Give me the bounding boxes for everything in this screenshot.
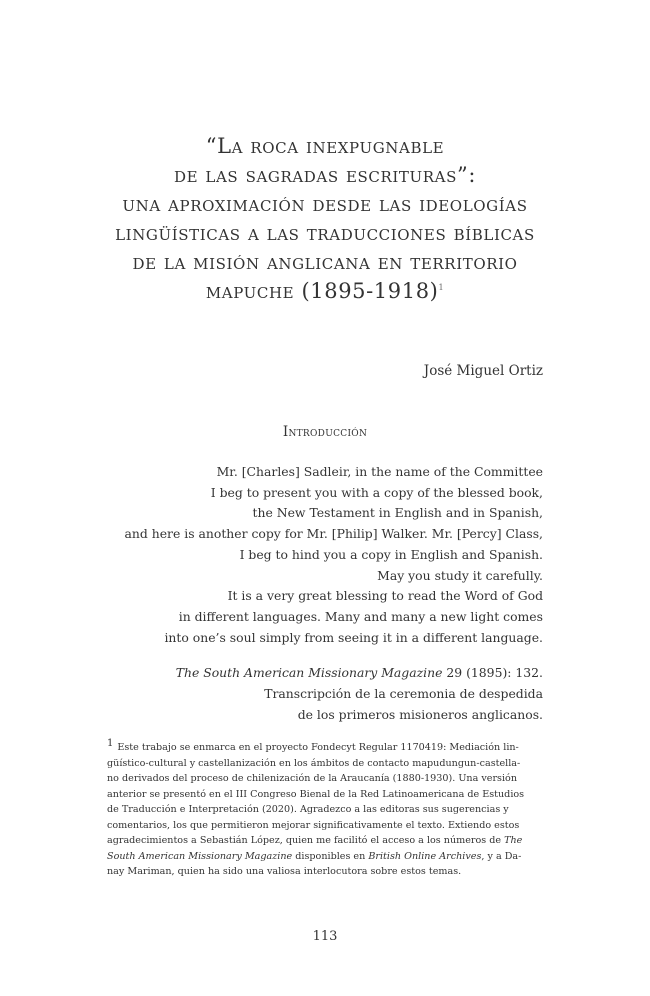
epigraph-line: and here is another copy for Mr. [Philip] Walker. Mr. [Percy] Class, bbox=[124, 526, 543, 542]
journal-title: The South American Missionary Magazine bbox=[175, 665, 443, 680]
footnote-text: disponibles en bbox=[292, 850, 369, 862]
epigraph-source bbox=[123, 662, 543, 725]
footnote-italic: South American Missionary Magazine bbox=[107, 850, 293, 862]
footnote-line: de Traducción e Interpretación (2020). Agradezco a las editoras sus sugerencias y bbox=[107, 804, 509, 815]
title-line: de las sagradas escrituras”: bbox=[173, 163, 476, 187]
title-line: “La roca inexpugnable bbox=[205, 134, 445, 158]
epigraph bbox=[123, 462, 543, 648]
footnote-line: güístico-cultural y castellanización en los ámbitos de contacto mapudungun-castella- bbox=[107, 757, 521, 769]
footnote-line: nay Mariman, quien ha sido una valiosa interlocutora sobre estos temas. bbox=[107, 866, 462, 877]
footnote-number: 1 bbox=[107, 737, 114, 749]
title-line bbox=[60, 277, 590, 306]
title-line-text: mapuche (1895-1918) bbox=[205, 279, 439, 303]
epigraph-line: May you study it carefully. bbox=[377, 567, 543, 583]
title-line: una aproximación desde las ideologías bbox=[122, 192, 528, 216]
footnote-reference[interactable]: 1 bbox=[438, 283, 445, 292]
epigraph-line: the New Testament in English and in Spanish, bbox=[252, 505, 543, 521]
footnote-text: agradecimientos a Sebastián López, quien me facilitó el acceso a los números de bbox=[107, 835, 505, 846]
footnote-text: Este trabajo se enmarca en el proyecto Fondecyt Regular 1170419: Mediación lin- bbox=[117, 742, 519, 753]
footnote-line: anterior se presentó en el III Congreso Bienal de la Red Latinoamericana de Estudios bbox=[107, 788, 525, 800]
footnote-line: comentarios, los que permitieron mejorar significativamente el texto. Extiendo estos bbox=[107, 819, 520, 831]
title-line: de la misión anglicana en territorio bbox=[132, 250, 518, 274]
chapter-title bbox=[60, 132, 590, 306]
footnote bbox=[107, 737, 543, 880]
source-description: de los primeros misioneros anglicanos. bbox=[297, 707, 543, 722]
epigraph-line: I beg to present you with a copy of the blessed book, bbox=[210, 484, 543, 500]
footnote-italic: British Online Archives bbox=[368, 850, 482, 862]
page-number: 113 bbox=[312, 929, 338, 944]
citation-details: 29 (1895): 132. bbox=[442, 665, 543, 680]
source-description: Transcripción de la ceremonia de despedida bbox=[264, 686, 543, 701]
footnote-line: no derivados del proceso de chilenización de la Araucanía (1880-1930). Una versión bbox=[107, 773, 517, 784]
epigraph-line: It is a very great blessing to read the Word of God bbox=[227, 588, 543, 604]
epigraph-line: into one’s soul simply from seeing it in a different language. bbox=[164, 629, 543, 645]
footnote-line bbox=[107, 849, 543, 865]
footnote-line bbox=[107, 833, 543, 849]
section-heading: Introducción bbox=[282, 424, 368, 440]
epigraph-line: I beg to hind you a copy in English and Spanish. bbox=[239, 546, 543, 562]
epigraph-line: in different languages. Many and many a new light comes bbox=[178, 608, 543, 624]
author-name: José Miguel Ortiz bbox=[423, 363, 543, 379]
epigraph-line: Mr. [Charles] Sadleir, in the name of the Committee bbox=[216, 464, 543, 479]
footnote-italic: The bbox=[504, 835, 523, 846]
title-line: lingüísticas a las traducciones bíblicas bbox=[115, 221, 535, 245]
footnote-line bbox=[107, 737, 543, 756]
source-citation bbox=[123, 662, 543, 683]
footnote-text: , y a Da- bbox=[481, 850, 522, 862]
